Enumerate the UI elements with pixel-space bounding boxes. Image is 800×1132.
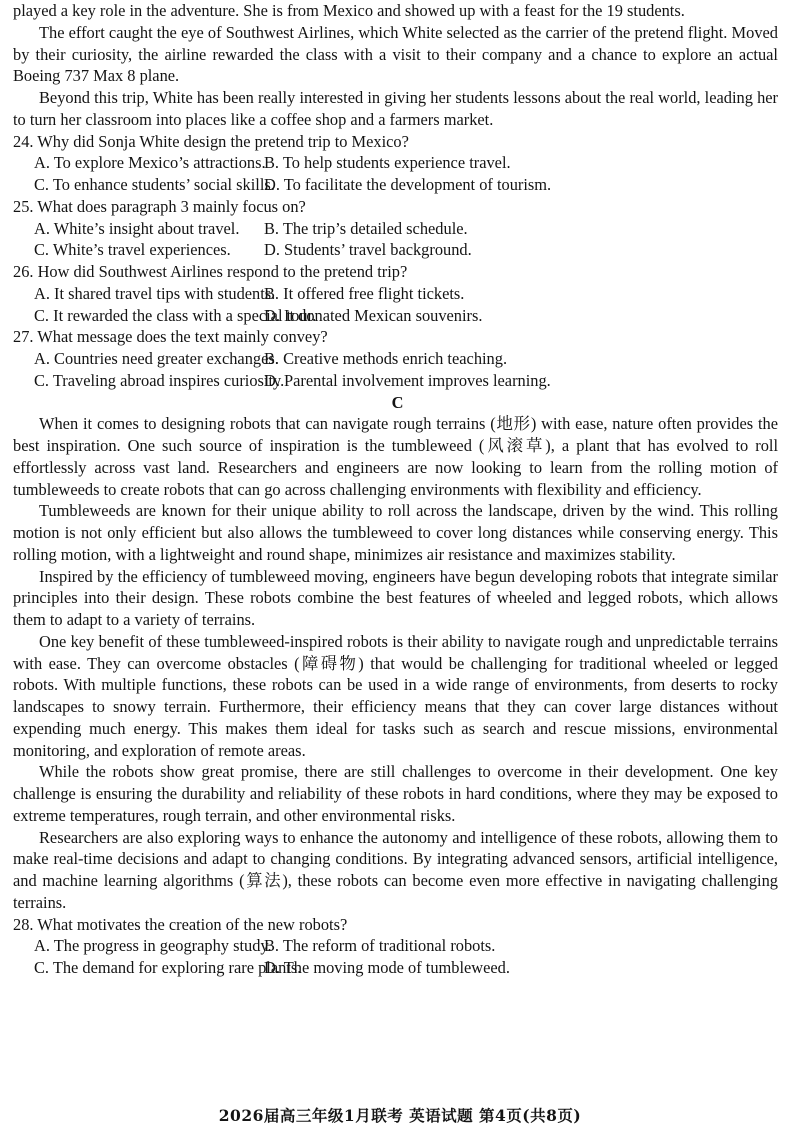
question-26 — [13, 261, 778, 326]
paragraph: Inspired by the efficiency of tumbleweed moving, engineers have begun developing robots that integrate similar principles into their design. These robots combine the best features of wheeled and legged robots, which allows them to adapt to a variety of terrains. — [13, 566, 778, 629]
option-c: C. It rewarded the class with a special tour. — [34, 305, 317, 325]
passage-b-tail — [13, 0, 778, 131]
option-a: A. The progress in geography study. — [34, 936, 272, 956]
option-d: D. It donated Mexican souvenirs. — [264, 305, 483, 325]
option-c: C. Traveling abroad inspires curiosity. — [34, 370, 285, 390]
option-d: D. Parental involvement improves learning. — [264, 370, 551, 390]
option-a: A. To explore Mexico’s attractions. — [34, 153, 266, 173]
options — [13, 152, 778, 196]
question-25 — [13, 196, 778, 261]
paragraph: One key benefit of these tumbleweed-inspired robots is their ability to navigate rough and unpredictable terrains with ease. They can overcome obstacles (障碍物) that would be challenging for traditional wheeled or legged robots. With multiple functions, these robots can be used in a wide range of environments, from deserts to rocky landscapes to snowy terrain. Furthermore, their efficiency means that they can cover large distances without expending much energy. This makes them ideal for tasks such as search and rescue missions, environmental monitoring, and exploration of remote areas. — [13, 631, 778, 760]
options — [13, 283, 778, 327]
question-24 — [13, 131, 778, 196]
section-heading: C — [391, 392, 404, 412]
question-28 — [13, 914, 778, 979]
option-d: D. The moving mode of tumbleweed. — [264, 958, 510, 977]
passage-c — [13, 413, 778, 913]
option-c: C. To enhance students’ social skills. — [34, 175, 275, 194]
paragraph: Tumbleweeds are known for their unique ability to roll across the landscape, driven by the wind. This rolling motion is not only efficient but also allows the tumbleweed to cover long distances while conserving energy. This rolling motion, with a lightweight and round shape, minimizes air resistance and maximizes stability. — [13, 501, 778, 564]
option-b: B. The trip’s detailed schedule. — [264, 218, 468, 238]
options — [13, 348, 778, 392]
question-stem: 25. What does paragraph 3 mainly focus on? — [13, 196, 306, 216]
options — [13, 935, 778, 979]
option-a: A. White’s insight about travel. — [34, 218, 240, 238]
question-stem: 26. How did Southwest Airlines respond to the pretend trip? — [13, 262, 408, 281]
question-27 — [13, 326, 778, 391]
paragraph: Beyond this trip, White has been really interested in giving her students lessons about the real world, leading her to turn her classroom into places like a coffee shop and a farmers market. — [13, 88, 778, 129]
question-stem: 24. Why did Sonja White design the pretend trip to Mexico? — [13, 131, 409, 151]
paragraph: While the robots show great promise, there are still challenges to overcome in their development. One key challenge is ensuring the durability and reliability of these robots in hard conditions, where they may be exposed to extreme temperatures, rough terrain, and other environmental risks. — [13, 762, 778, 825]
question-stem: 27. What message does the text mainly convey? — [13, 327, 328, 347]
options — [13, 218, 778, 262]
paragraph: The effort caught the eye of Southwest Airlines, which White selected as the carrier of the pretend flight. Moved by their curiosity, the airline rewarded the class with a visit to their company and a chance to explore an actual Boeing 737 Max 8 plane. — [13, 22, 778, 86]
option-a: A. Countries need greater exchanges. — [34, 349, 279, 368]
exam-page — [13, 0, 778, 979]
paragraph: Researchers are also exploring ways to enhance the autonomy and intelligence of these robots, allowing them to make real-time decisions and adapt to changing conditions. By integrating advanced sensors, artificial intelligence, and machine learning algorithms (算法), these robots can become even more effective in navigating challenging terrains. — [13, 827, 778, 912]
option-b: B. To help students experience travel. — [264, 153, 511, 173]
option-c: C. The demand for exploring rare plants. — [34, 958, 302, 977]
option-b: B. Creative methods enrich teaching. — [264, 349, 508, 368]
option-a: A. It shared travel tips with students. — [34, 283, 276, 303]
page-footer: 2026届高三年级1月联考 英语试题 第4页(共8页) — [218, 1106, 582, 1125]
option-b: B. The reform of traditional robots. — [264, 936, 496, 956]
option-d: D. Students’ travel background. — [264, 240, 472, 260]
option-b: B. It offered free flight tickets. — [264, 283, 465, 303]
paragraph: played a key role in the adventure. She is from Mexico and showed up with a feast for the 19 students. — [13, 1, 685, 20]
option-d: D. To facilitate the development of tourism. — [264, 175, 552, 194]
option-c: C. White’s travel experiences. — [34, 240, 231, 260]
question-stem: 28. What motivates the creation of the new robots? — [13, 914, 348, 934]
paragraph: When it comes to designing robots that can navigate rough terrains (地形) with ease, nature often provides the best inspiration. One such source of inspiration is the tumbleweed (风滚草), a plant that has evolved to roll effortlessly across vast land. Researchers and engineers are now looking to learn from the rolling motion of tumbleweeds to create robots that can go across challenging environments with flexibility and efficiency. — [13, 414, 778, 499]
